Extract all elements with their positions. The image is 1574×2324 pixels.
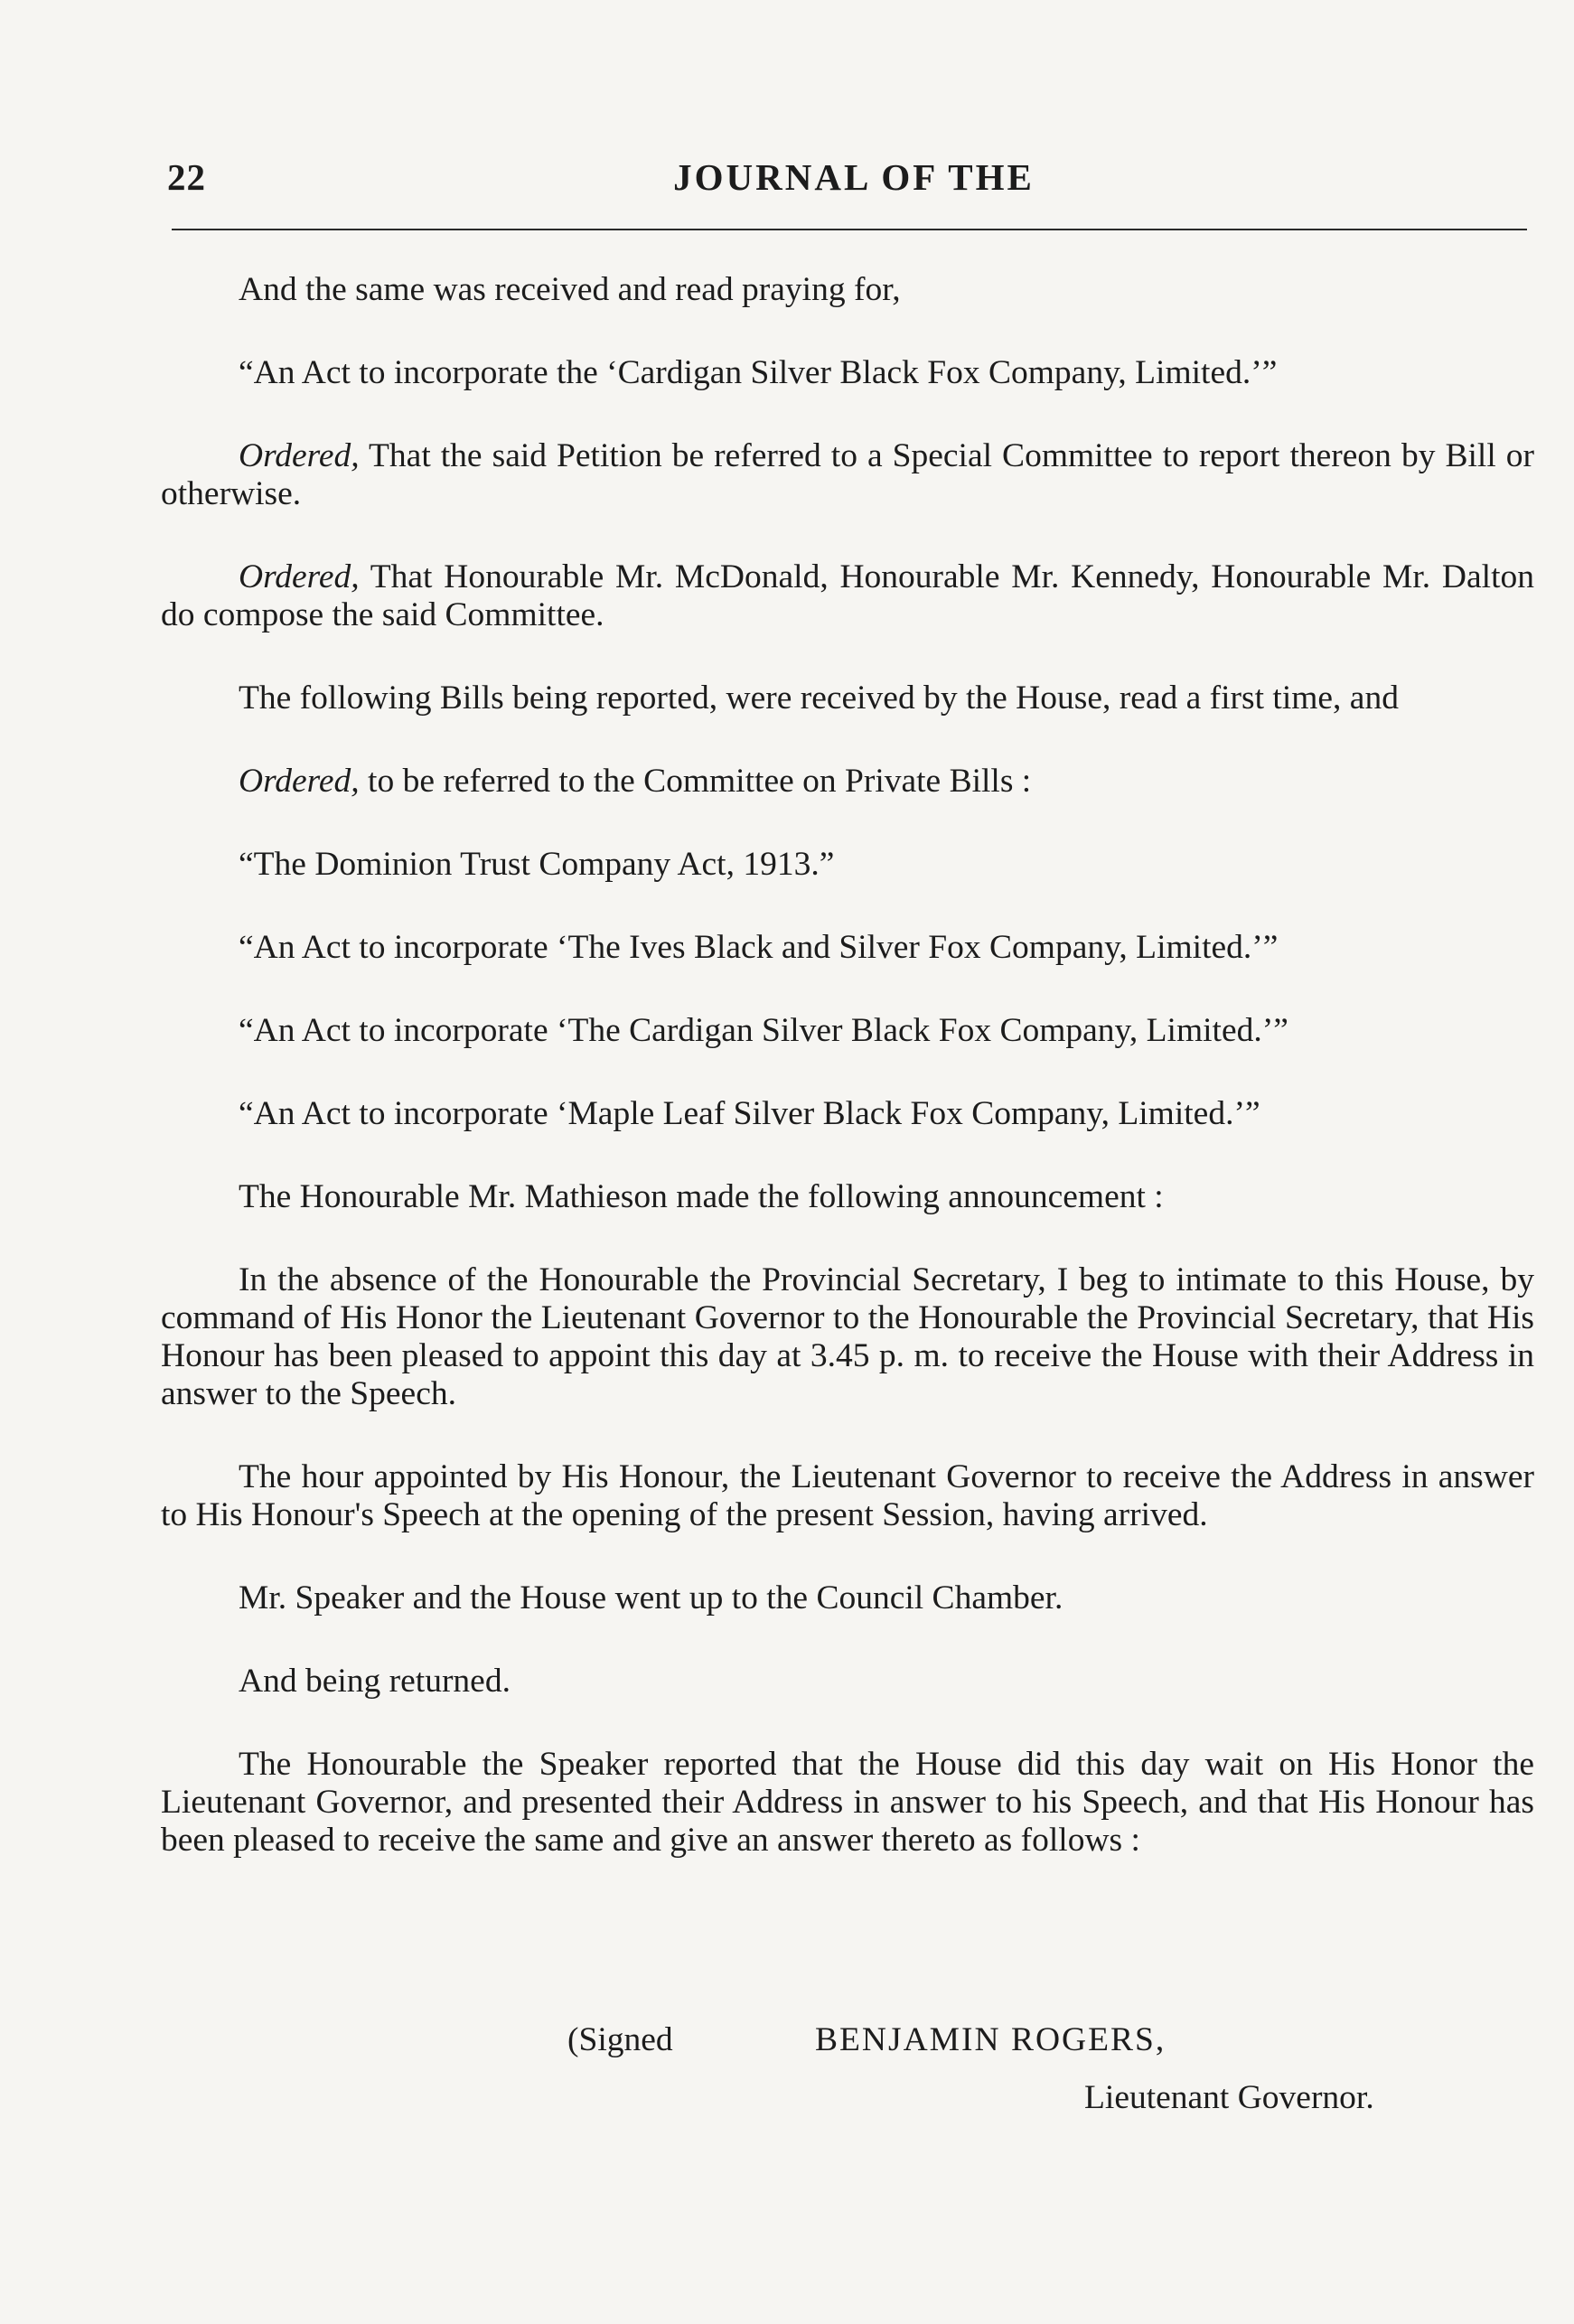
paragraph-text: That Honourable Mr. McDonald, Honourable Mr. Kennedy, Honourable Mr. Dalton do compose the said Committee. — [161, 558, 1534, 633]
paragraph — [161, 763, 1534, 801]
paragraph — [161, 558, 1534, 634]
ordered-label: Ordered, — [239, 763, 360, 800]
ordered-label: Ordered, — [239, 437, 360, 474]
bill-title: “An Act to incorporate ‘The Ives Black and Silver Fox Company, Limited.’” — [239, 929, 1279, 966]
page-number: 22 — [167, 156, 206, 198]
paragraph: And being returned. — [239, 1663, 511, 1700]
paragraph: The following Bills being reported, were received by the House, read a first time, and — [239, 679, 1399, 717]
signatory-name: BENJAMIN ROGERS, — [815, 2021, 1166, 2058]
paragraph: The Honourable Mr. Mathieson made the following announcement : — [239, 1178, 1164, 1215]
signed-label: (Signed — [567, 2021, 673, 2058]
paragraph: And the same was received and read praying for, — [239, 271, 901, 308]
ordered-label: Ordered, — [239, 558, 360, 595]
running-head: JOURNAL OF THE — [673, 156, 1035, 198]
announcement: In the absence of the Honourable the Provincial Secretary, I beg to intimate to this House, by command of His Honor the Lieutenant Governor to the Honourable the Provincial Secretary, that His Honour has been pleased to appoint this day at 3.45 p. m. to receive the House with their Address in answer to the Speech. — [161, 1261, 1534, 1412]
paragraph: The hour appointed by His Honour, the Lieutenant Governor to receive the Address in answer to His Honour's Speech at the opening of the present Session, having arrived. — [161, 1458, 1534, 1533]
header-rule — [172, 229, 1527, 230]
bill-title: “An Act to incorporate ‘Maple Leaf Silver Black Fox Company, Limited.’” — [239, 1095, 1260, 1132]
paragraph: Mr. Speaker and the House went up to the Council Chamber. — [239, 1579, 1063, 1616]
paragraph-text: to be referred to the Committee on Private Bills : — [368, 763, 1032, 800]
page-header — [167, 155, 1541, 210]
paragraph-text: That the said Petition be referred to a Special Committee to report thereon by Bill or otherwise. — [161, 437, 1535, 512]
bill-title: “An Act to incorporate ‘The Cardigan Silver Black Fox Company, Limited.’” — [239, 1012, 1288, 1049]
bill-title: “The Dominion Trust Company Act, 1913.” — [239, 846, 835, 883]
journal-body — [161, 271, 1534, 1905]
paragraph: The Honourable the Speaker reported that the House did this day wait on His Honor the Lieutenant Governor, and presented their Address in answer to his Speech, and that His Honour has been pleased to receive the same and give an answer thereto as follows : — [161, 1746, 1534, 1859]
signatory-title: Lieutenant Governor. — [1084, 2079, 1374, 2116]
paragraph — [161, 437, 1534, 513]
bill-title: “An Act to incorporate the ‘Cardigan Silver Black Fox Company, Limited.’” — [239, 354, 1278, 391]
